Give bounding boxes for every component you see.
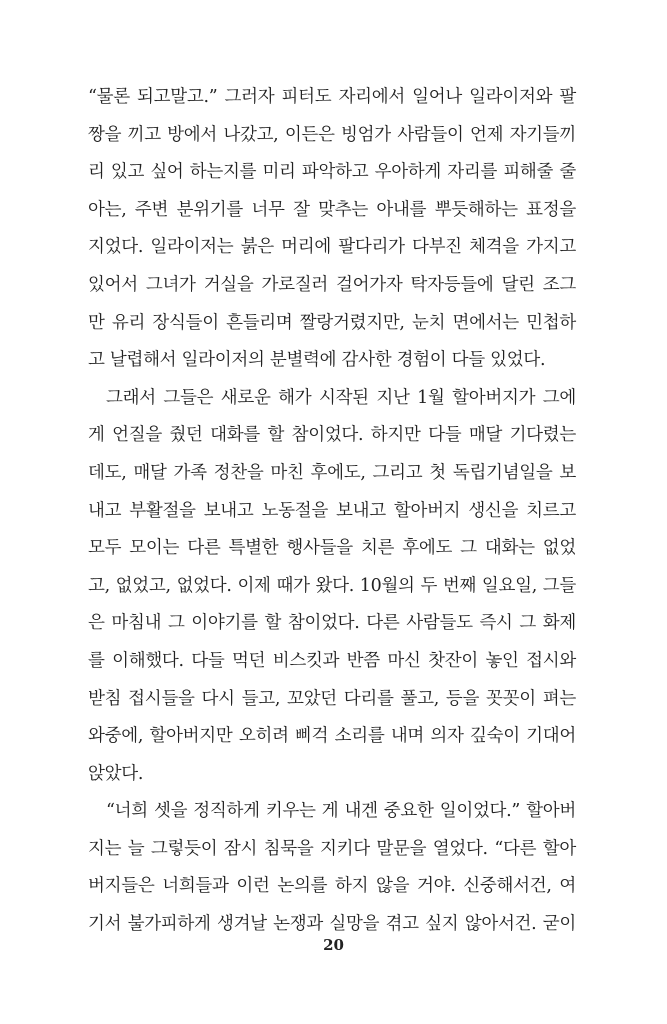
- text-line: 버지들은 너희들과 이런 논의를 하지 않을 거야. 신중해서건, 여: [88, 876, 576, 897]
- paragraph: [88, 84, 576, 385]
- text-line: 있어서 그녀가 거실을 가로질러 걸어가자 탁자등들에 달린 조그: [88, 274, 576, 295]
- text-line: 앉았다.: [88, 763, 144, 784]
- text-line: 짱을 끼고 방에서 나갔고, 이든은 빙엄가 사람들이 언제 자기들끼: [88, 124, 576, 145]
- text-line: 그래서 그들은 새로운 해가 시작된 지난 1월 할아버지가 그에: [106, 387, 576, 408]
- text-line: 기서 불가피하게 생겨날 논쟁과 실망을 겪고 싶지 않아서건. 굳이: [88, 914, 576, 935]
- book-page-body: [88, 84, 576, 949]
- paragraph: [88, 385, 576, 799]
- text-line: 게 언질을 줬던 대화를 할 참이었다. 하지만 다들 매달 기다렸는: [88, 425, 576, 446]
- text-line: 와중에, 할아버지만 오히려 삐걱 소리를 내며 의자 깊숙이 기대어: [88, 726, 576, 747]
- text-line: 아는, 주변 분위기를 너무 잘 맞추는 아내를 뿌듯해하는 표정을: [88, 199, 576, 220]
- text-line: 모두 모이는 다른 특별한 행사들을 치른 후에도 그 대화는 없었: [88, 538, 576, 559]
- text-line: 내고 부활절을 보내고 노동절을 보내고 할아버지 생신을 치르고: [88, 500, 576, 521]
- text-line: 지는 늘 그렇듯이 잠시 침묵을 지키다 말문을 열었다. “다른 할아: [88, 838, 576, 859]
- text-line: 고, 없었고, 없었다. 이제 때가 왔다. 10월의 두 번째 일요일, 그들: [88, 575, 576, 596]
- text-line: 만 유리 장식들이 흔들리며 짤랑거렸지만, 눈치 면에서는 민첩하: [88, 312, 576, 333]
- text-line: 받침 접시들을 다시 들고, 꼬았던 다리를 풀고, 등을 꼿꼿이 펴는: [88, 688, 576, 709]
- text-line: “너희 셋을 정직하게 키우는 게 내겐 중요한 일이었다.” 할아버: [106, 801, 576, 822]
- text-line: 를 이해했다. 다들 먹던 비스킷과 반쯤 마신 찻잔이 놓인 접시와: [88, 650, 576, 671]
- text-line: 은 마침내 그 이야기를 할 참이었다. 다른 사람들도 즉시 그 화제: [88, 613, 576, 634]
- text-line: 고 날렵해서 일라이저의 분별력에 감사한 경험이 다들 있었다.: [88, 350, 546, 371]
- text-line: 데도, 매달 가족 정찬을 마친 후에도, 그리고 첫 독립기념일을 보: [88, 462, 576, 483]
- text-line: 리 있고 싶어 하는지를 미리 파악하고 우아하게 자리를 피해줄 줄: [88, 162, 576, 183]
- page-number: 20: [323, 936, 344, 954]
- paragraph: [88, 798, 576, 948]
- text-line: 지었다. 일라이저는 붉은 머리에 팔다리가 다부진 체격을 가지고: [88, 237, 576, 258]
- text-line: “물론 되고말고.” 그러자 피터도 자리에서 일어나 일라이저와 팔: [88, 87, 576, 107]
